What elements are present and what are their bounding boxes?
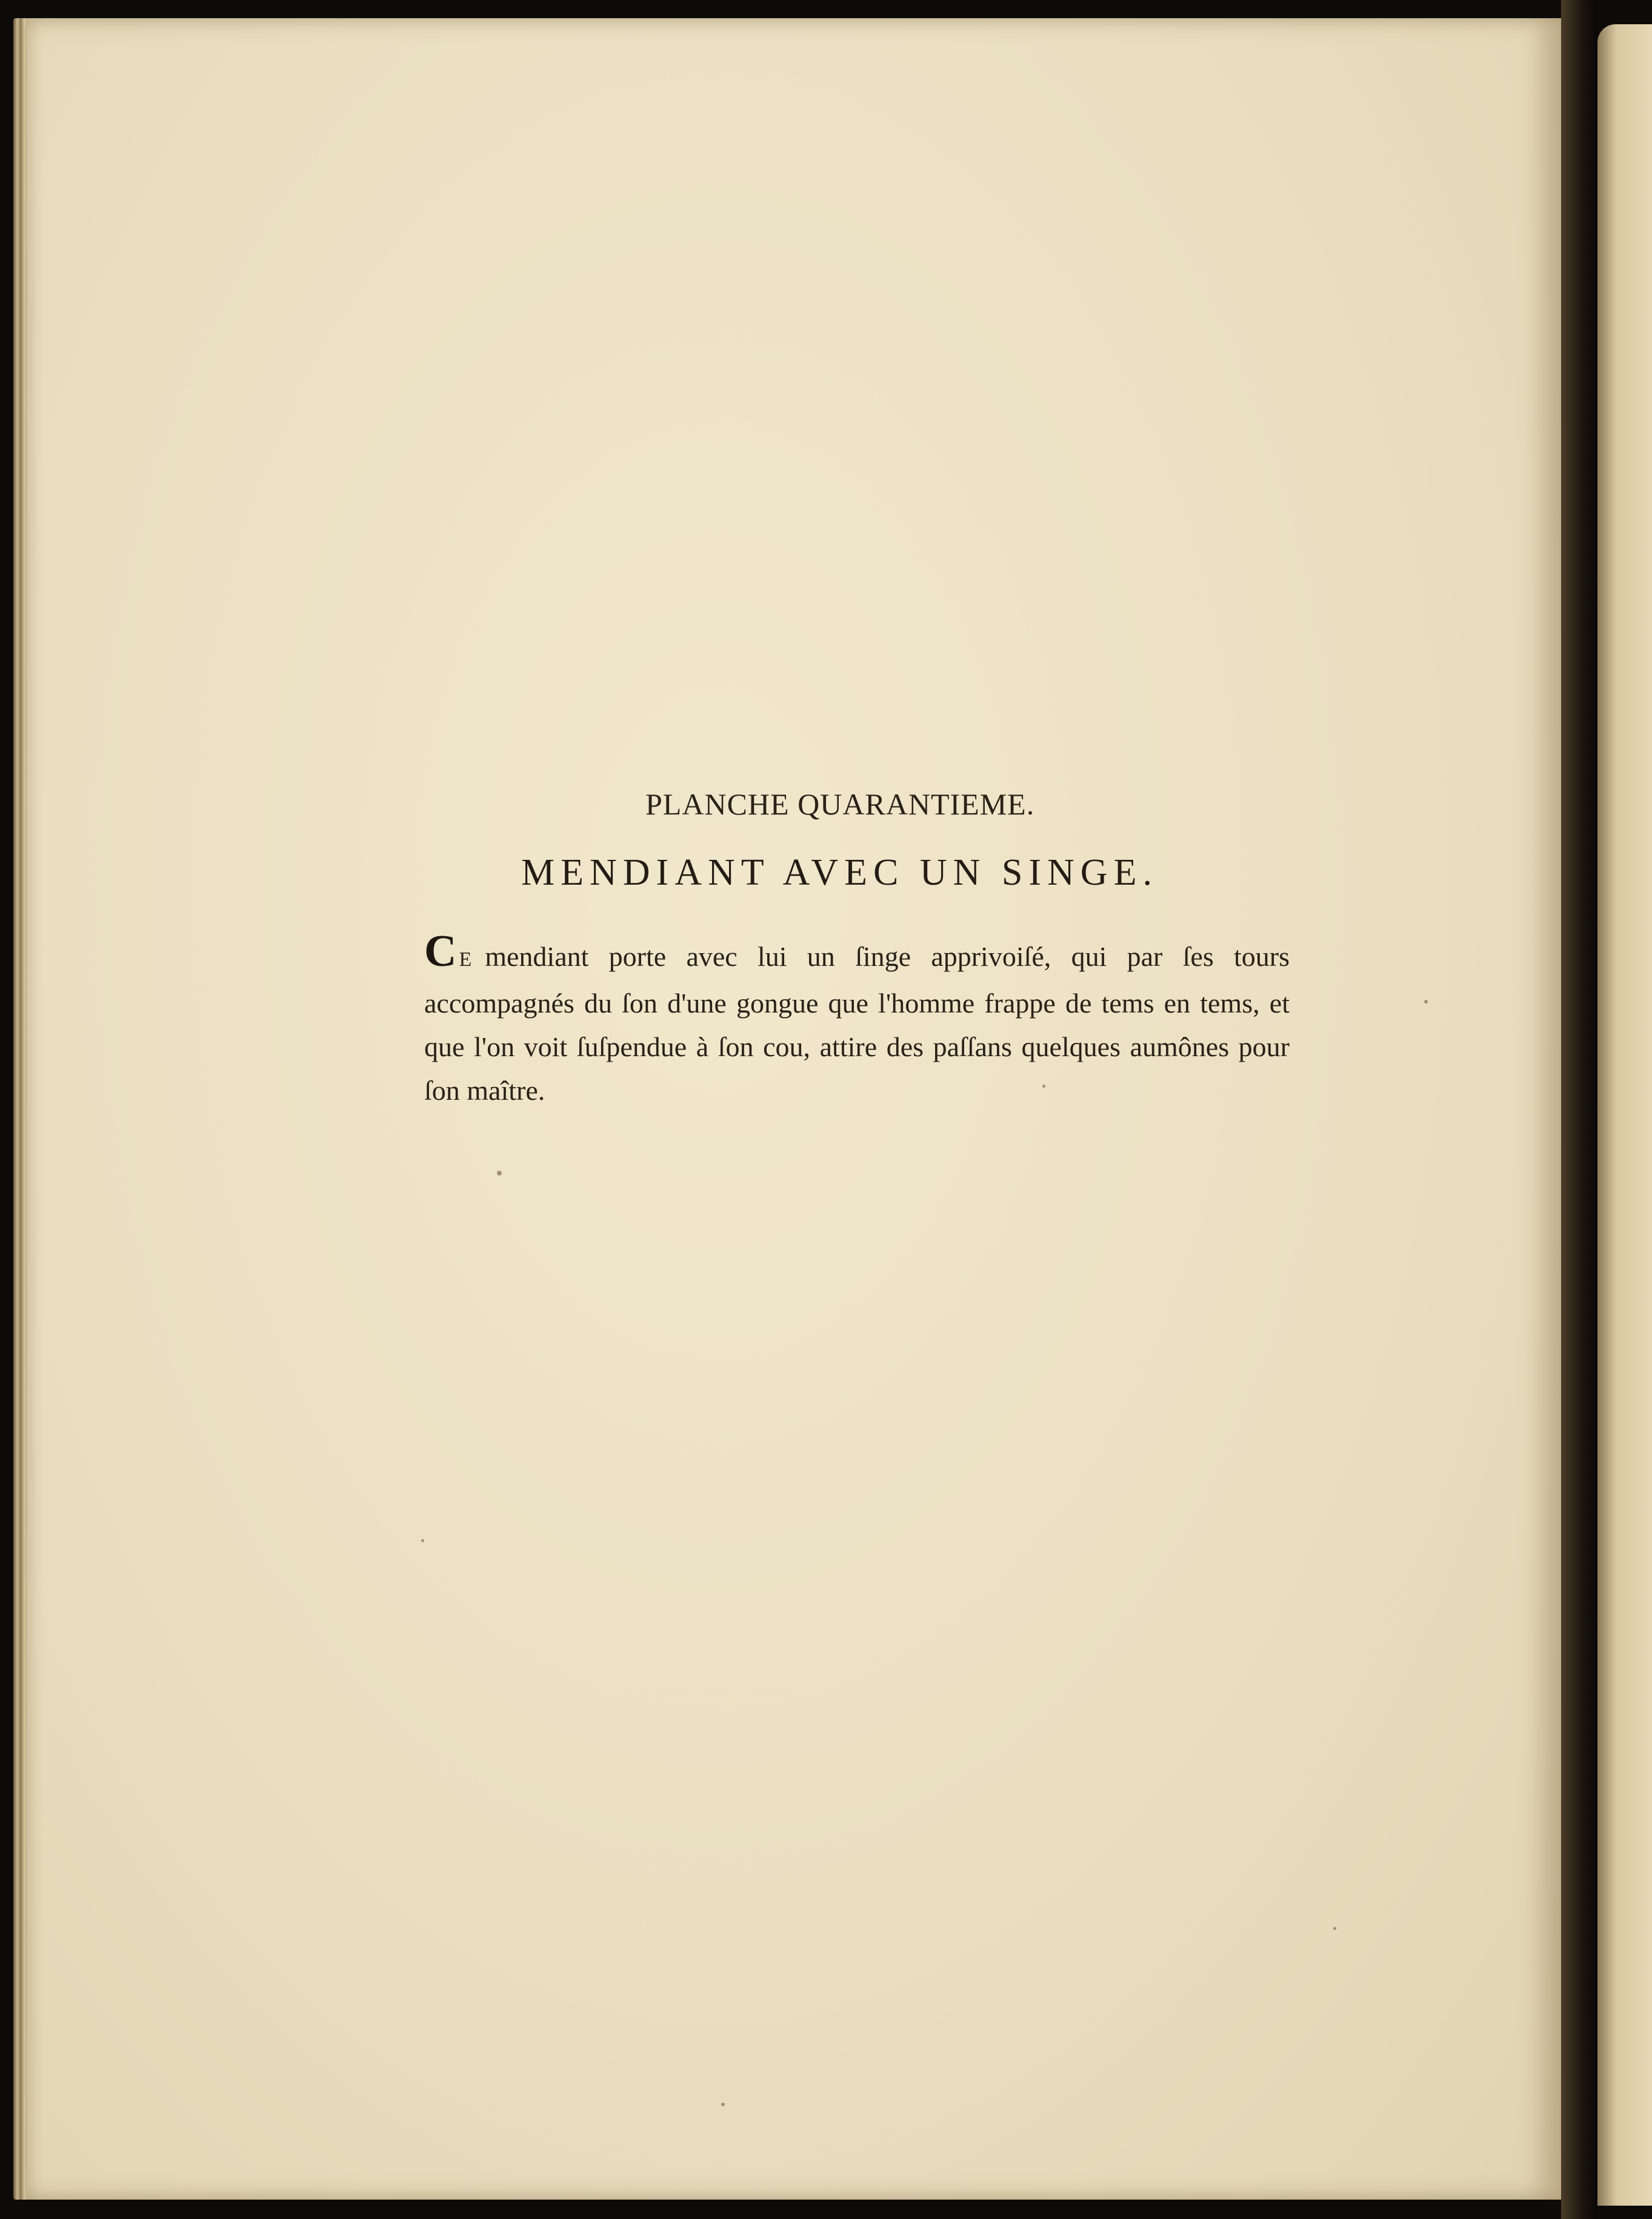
plate-title: MENDIANT AVEC UN SINGE. (521, 852, 1158, 893)
paper-speck (1042, 1085, 1045, 1088)
book-gutter (1561, 0, 1597, 2219)
paper-speck (1424, 1000, 1428, 1003)
plate-heading: PLANCHE QUARANTIEME. (645, 787, 1035, 821)
paper-speck (421, 1539, 424, 1542)
paper-speck (721, 2103, 725, 2106)
paper-speck (1333, 1927, 1336, 1930)
paper-speck (497, 1171, 502, 1176)
drop-cap: C (424, 927, 457, 976)
drop-cap-continuation: E (459, 948, 472, 971)
paragraph-text: mendiant porte avec lui un ſinge apprivoiſé, qui par ſes tours accompagnés du ſon d'une gongue que l'homme frappe de tems en tems, et que l'on voit ſuſpendue à ſon cou, attire des paſſans quelques aumônes pour ſon maître. (424, 941, 1290, 1106)
description-paragraph (424, 927, 1290, 1113)
facing-page-edge (1597, 24, 1652, 2206)
